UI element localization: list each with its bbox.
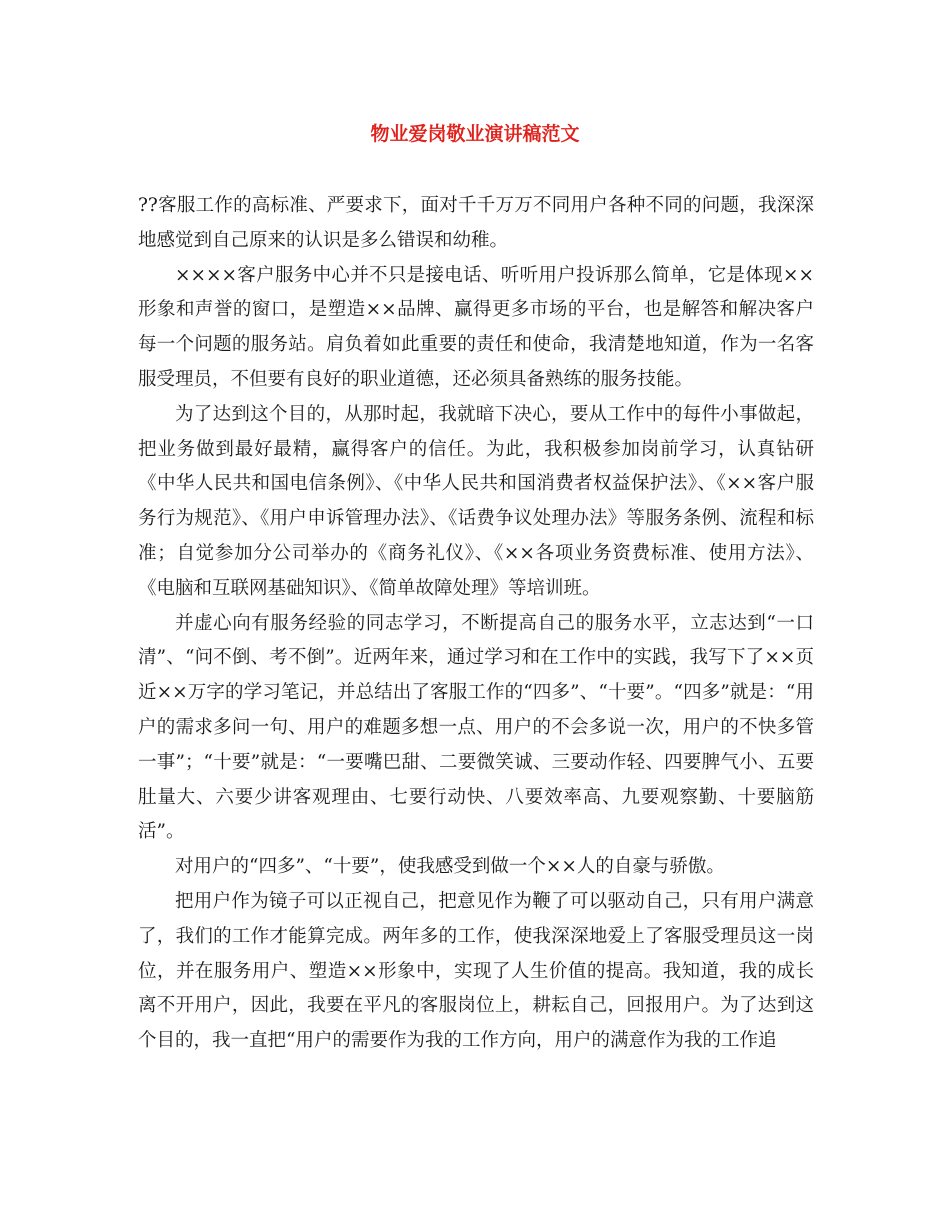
paragraph-3: 为了达到这个目的，从那时起，我就暗下决心，要从工作中的每件小事做起，把业务做到最好最精，赢得客户的信任。为此，我积极参加岗前学习，认真钻研《中华人民共和国电信条例》、《中华人民共和国消费者权益保护法》、《××客户服务行为规范》、《用户申诉管理办法》、《话费争议处理办法》等服务条例、流程和标准；自觉参加分公司举办的《商务礼仪》、《××各项业务资费标准、使用方法》、《电脑和互联网基础知识》、《简单故障处理》等培训班。	[138, 403, 814, 599]
paragraph-4: 并虚心向有服务经验的同志学习，不断提高自己的服务水平，立志达到“一口清”、“问不倒、考不倒”。近两年来，通过学习和在工作中的实践，我写下了××页近××万字的学习笔记，并总结出了客服工作的“四多”、“十要”。“四多”就是：“用户的需求多问一句、用户的难题多想一点、用户的不会多说一次，用户的不快多管一事”；“十要”就是：“一要嘴巴甜、二要微笑诚、三要动作轻、四要脾气小、五要肚量大、六要少讲客观理由、七要行动快、八要效率高、九要观察勤、十要脑筋活”。	[138, 612, 814, 843]
paragraph-6: 把用户作为镜子可以正视自己，把意见作为鞭了可以驱动自己，只有用户满意了，我们的工作才能算完成。两年多的工作，使我深深地爱上了客服受理员这一岗位，并在服务用户、塑造××形象中，实现了人生价值的提高。我知道，我的成长离不开用户，因此，我要在平凡的客服岗位上，耕耘自己，回报用户。为了达到这个目的，我一直把“用户的需要作为我的工作方向，用户的满意作为我的工作追	[138, 890, 814, 1052]
document-body	[138, 189, 814, 1059]
paragraph-2: ××××客户服务中心并不只是接电话、听听用户投诉那么简单，它是体现××形象和声誉的窗口，是塑造××品牌、赢得更多市场的平台，也是解答和解决客户每一个问题的服务站。肩负着如此重要的责任和使命，我清楚地知道，作为一名客服受理员，不但要有良好的职业道德，还必须具备熟练的服务技能。	[138, 264, 814, 390]
paragraph-5: 对用户的“四多”、“十要”，使我感受到做一个××人的自豪与骄傲。	[175, 856, 725, 878]
paragraph-1: ??客服工作的高标准、严要求下，面对千千万万不同用户各种不同的问题，我深深地感觉到自己原来的认识是多么错误和幼稚。	[138, 195, 814, 251]
document-title: 物业爱岗敬业演讲稿范文	[370, 123, 580, 145]
